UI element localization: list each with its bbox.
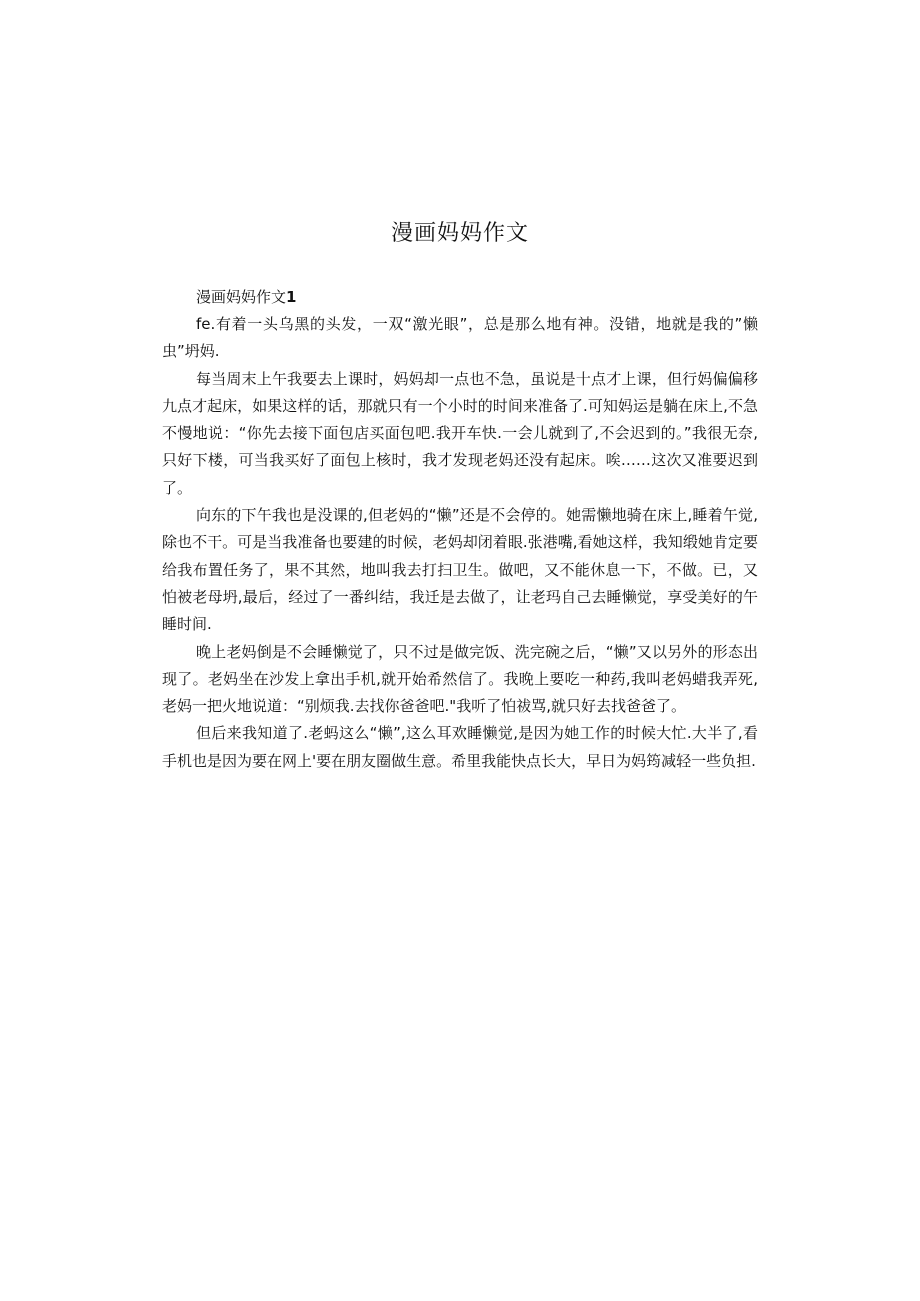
document-body bbox=[162, 284, 758, 775]
paragraph-5: 但后来我知道了.老蚂这么“懒”,这么耳欢睡懒觉,是因为她工作的时候大忙.大半了,看手机也是因为要在网上'要在朋友圈做生意。希里我能快点长大，早日为妈筠减轻一些负担. bbox=[162, 724, 758, 770]
paragraph-4: 晚上老妈倒是不会睡懒觉了，只不过是做完饭、洗完碗之后，“懒”又以另外的形态出现了。老妈坐在沙发上拿出手机,就开始希然信了。我晚上要吃一种药,我叫老妈蜡我弄死,老妈一把火地说道：“别烦我.去找你爸爸吧."我听了怕祓骂,就只好去找爸爸了。 bbox=[162, 642, 758, 716]
essay-subtitle-number: 1 bbox=[286, 288, 297, 306]
essay-subtitle-text: 漫画妈妈作文 bbox=[196, 288, 287, 306]
document-title: 漫画妈妈作文 bbox=[390, 221, 529, 246]
paragraph-1: fe.有着一头乌黑的头发，一双“激光眼”，总是那么地有神。没错，地就是我的”懒虫”坍妈. bbox=[162, 315, 758, 361]
paragraph-2: 每当周末上午我要去上课时，妈妈却一点也不急，虽说是十点才上课，但行妈偏偏移九点才起床，如果这样的话，那就只有一个小时的时间来准备了.可知妈运是躺在床上,不急不慢地说：“你先去接下面包店买面包吧.我开车快.一会儿就到了,不会迟到的。”我很无奈,只好下楼，可当我买好了面包上核时，我才发现老妈还没有起床。唉……这次又准要迟到了。 bbox=[162, 369, 758, 497]
essay-subtitle bbox=[196, 284, 758, 311]
paragraph-3: 向东的下午我也是没课的,但老妈的“懒”还是不会停的。她需懒地骑在床上,睡着午觉,除也不干。可是当我准备也要建的时候，老妈却闭着眼.张港嘴,看她这样，我知缎她肯定要给我布置任务了，果不其然，地叫我去打扫卫生。做吧，又不能休息一下，不做。已，又怕被老母坍,最后，经过了一番纠结，我迁是去做了，让老玛自己去睡懒觉，享受美好的午睡时间. bbox=[162, 506, 758, 634]
